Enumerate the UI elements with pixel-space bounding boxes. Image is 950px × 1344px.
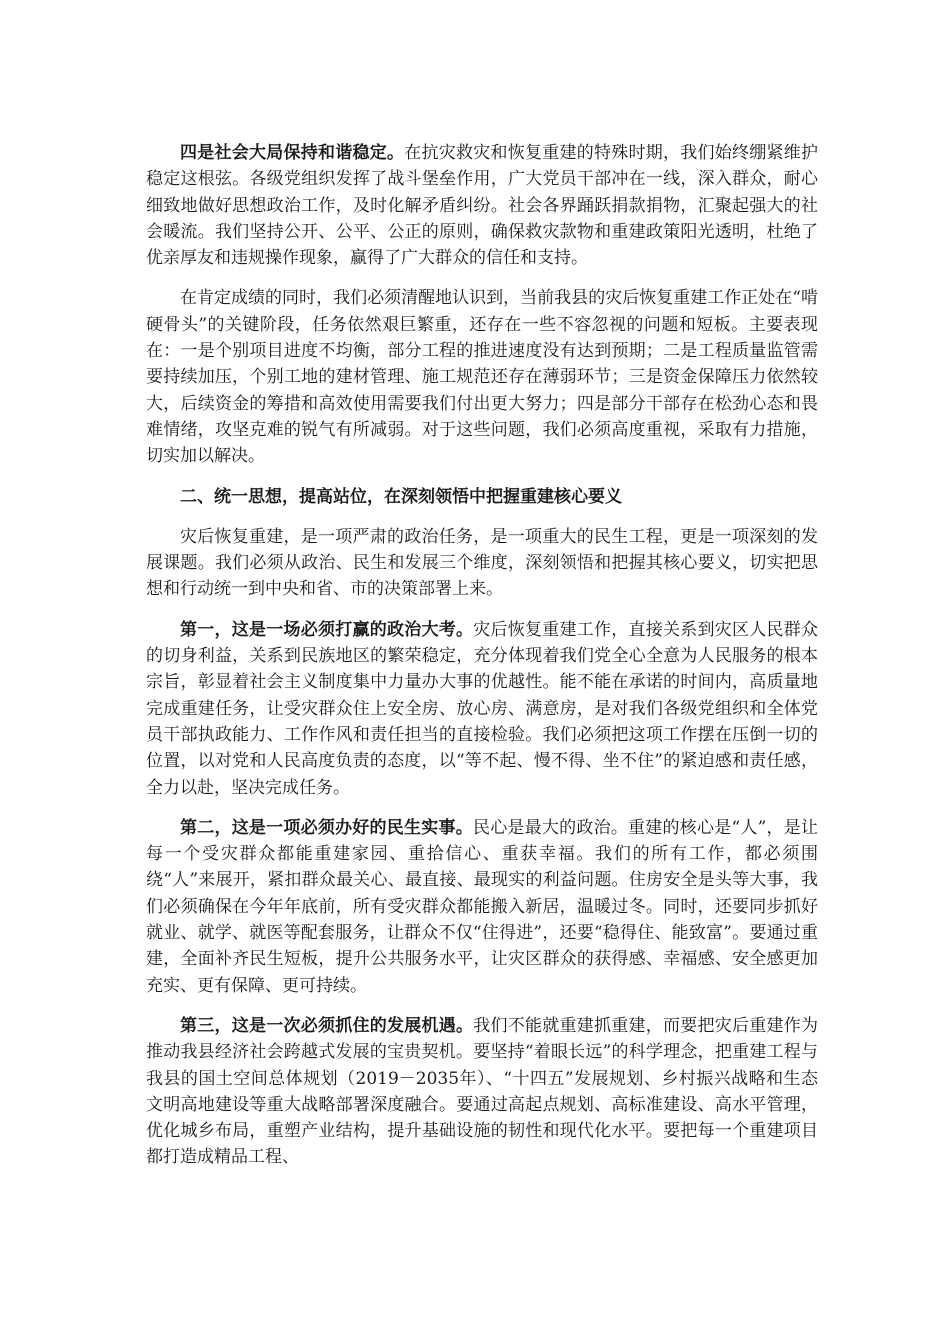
paragraph-first bbox=[146, 617, 818, 801]
section-heading: 二、统一思想，提高站位，在深刻领悟中把握重建核心要义 bbox=[180, 486, 622, 507]
paragraph-body: 我们不能就重建抓重建，而要把灾后重建作为推动我县经济社会跨越式发展的宝贵契机。要坚持“着眼长远”的科学理念，把重建工程与我县的国土空间总体规划（2019－2035年）、“十四五”发展规划、乡村振兴战略和生态文明高地建设等重大战略部署深度融合。要通过高起点规划、高标准建设、高水平管理，优化城乡布局，重塑产业结构，提升基础设施的韧性和现代化水平。要把每一个重建项目都打造成精品工程、 bbox=[146, 1015, 818, 1168]
paragraph-body: 民心是最大的政治。重建的核心是“人”，是让每一个受灾群众都能重建家园、重拾信心、重获幸福。我们的所有工作，都必须围绕“人”来展开，紧扣群众最关心、最直接、最现实的利益问题。住房安全是头等大事，我们必须确保在今年年底前，所有受灾群众都能搬入新居，温暖过冬。同时，还要同步抓好就业、就学、就医等配套服务，让群众不仅“住得进”，还要“稳得住、能致富”。要通过重建，全面补齐民生短板，提升公共服务水平，让灾区群众的获得感、幸福感、安全感更加充实、更有保障、更可持续。 bbox=[146, 817, 819, 996]
paragraph-lead: 第一，这是一场必须打赢的政治大考。 bbox=[180, 619, 474, 640]
paragraph-body: 灾后恢复重建工作，直接关系到灾区人民群众的切身利益，关系到民族地区的繁荣稳定，充分体现着我们党全心全意为人民服务的根本宗旨，彰显着社会主义制度集中力量办大事的优越性。能不能在承诺的时间内，高质量地完成重建任务，让受灾群众住上安全房、放心房、满意房，是对我们各级党组织和全体党员干部执政能力、工作作风和责任担当的直接检验。我们必须把这项工作摆在压倒一切的位置，以对党和人民高度负责的态度，以“等不起、慢不得、坐不住”的紧迫感和责任感，全力以赴，坚决完成任务。 bbox=[146, 619, 818, 798]
paragraph-lead: 第二，这是一项必须办好的民生实事。 bbox=[180, 817, 473, 838]
paragraph-problems bbox=[146, 285, 818, 469]
paragraph-body: 在抗灾救灾和恢复重建的特殊时期，我们始终绷紧维护稳定这根弦。各级党组织发挥了战斗堡垒作用，广大党员干部冲在一线，深入群众，耐心细致地做好思想政治工作，及时化解矛盾纠纷。社会各界踊跃捐款捐物，汇聚起强大的社会暖流。我们坚持公开、公平、公正的原则，确保救灾款物和重建政策阳光透明，杜绝了优亲厚友和违规操作现象，赢得了广大群众的信任和支持。 bbox=[146, 143, 818, 269]
document-page bbox=[146, 140, 818, 1185]
paragraph-body: 灾后恢复重建，是一项严肃的政治任务，是一项重大的民生工程，更是一项深刻的发展课题。我们必须从政治、民生和发展三个维度，深刻领悟和把握其核心要义，切实把思想和行动统一到中央和省、市的决策部署上来。 bbox=[146, 526, 818, 600]
paragraph-body: 在肯定成绩的同时，我们必须清醒地认识到，当前我县的灾后恢复重建工作正处在“啃硬骨头”的关键阶段，任务依然艰巨繁重，还存在一些不容忽视的问题和短板。主要表现在：一是个别项目进度不均衡，部分工程的推进速度没有达到预期；二是工程质量监管需要持续加压，个别工地的建材管理、施工规范还存在薄弱环节；三是资金保障压力依然较大，后续资金的筹措和高效使用需要我们付出更大努力；四是部分干部存在松劲心态和畏难情绪，攻坚克难的锐气有所减弱。对于这些问题，我们必须高度重视，采取有力措施，切实加以解决。 bbox=[146, 288, 818, 467]
paragraph-intro bbox=[146, 524, 818, 603]
paragraph-third bbox=[146, 1013, 818, 1171]
paragraph-lead: 第三，这是一次必须抓住的发展机遇。 bbox=[180, 1015, 474, 1036]
paragraph-lead: 四是社会大局保持和谐稳定。 bbox=[180, 143, 405, 163]
paragraph-social-stability bbox=[146, 140, 818, 271]
paragraph-second bbox=[146, 815, 818, 999]
